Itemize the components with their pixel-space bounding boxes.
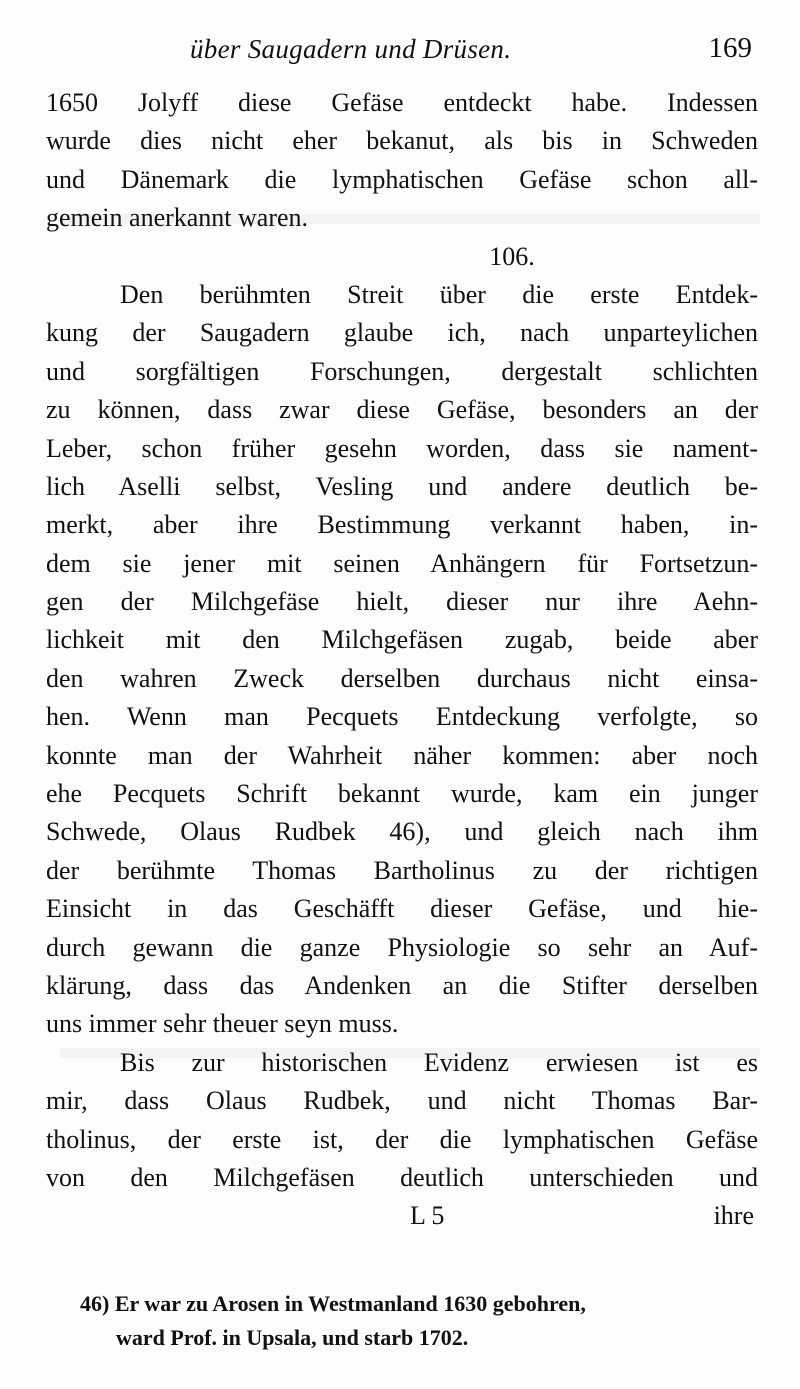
text-line: mir, dass Olaus Rudbek, und nicht Thomas Bar- [46,1086,758,1116]
printer-signature: L 5 [410,1201,445,1231]
text-line: durch gewann die ganze Physiologie so sehr an Auf- [46,932,758,962]
text-line: der berühmte Thomas Bartholinus zu der richtigen [46,855,758,885]
text-line: konnte man der Wahrheit näher kommen: aber noch [46,740,758,770]
footnote-line: ward Prof. in Upsala, und starb 1702. [116,1325,469,1350]
page-header [190,28,770,72]
text-line: wurde dies nicht eher bekanut, als bis in Schweden [46,126,758,156]
signature-line [46,1197,758,1235]
text-line: merkt, aber ihre Bestimmung verkannt haben, in- [46,510,758,540]
text-line: 1650 Jolyff diese Gefäse entdeckt habe. Indessen [46,88,758,117]
text-line: Schwede, Olaus Rudbek 46), und gleich nach ihm [46,817,758,847]
section-number: 106. [489,241,535,271]
text-line: Einsicht in das Geschäfft dieser Gefäse, und hie- [46,894,758,924]
text-line: hen. Wenn man Pecquets Entdeckung verfolgte, so [46,702,758,732]
text-line: klärung, dass das Andenken an die Stifter derselben [46,970,758,1000]
section-number-line [46,238,758,276]
text-line: zu können, dass zwar diese Gefäse, besonders an der [46,395,758,425]
text-line: Bis zur historischen Evidenz erwiesen ist es [120,1047,758,1077]
catchword: ihre [713,1201,754,1231]
page-number: 169 [708,32,752,64]
text-line: und sorgfältigen Forschungen, dergestalt schlichten [46,356,758,386]
text-line: tholinus, der erste ist, der die lymphatischen Gefäse [46,1124,758,1154]
footnote-line: 46) Er war zu Arosen in Westmanland 1630 gebohren, [80,1291,586,1316]
text-line: dem sie jener mit seinen Anhängern für Fortsetzun- [46,548,758,578]
text-line: gen der Milchgefäse hielt, dieser nur ihre Aehn- [46,587,758,617]
text-line: und Dänemark die lymphatischen Gefäse schon all- [46,164,758,194]
text-line: den wahren Zweck derselben durchaus nicht einsa- [46,663,758,693]
running-head: über Saugadern und Drüsen. [190,34,512,64]
text-line: lich Aselli selbst, Vesling und andere deutlich be- [46,471,758,501]
text-line: ehe Pecquets Schrift bekannt wurde, kam ein junger [46,779,758,809]
text-line: Den berühmten Streit über die erste Entdek- [120,279,758,309]
text-line: uns immer sehr theuer seyn muss. [46,1009,399,1039]
body-text [46,84,758,1236]
text-line: gemein anerkannt waren. [46,203,309,233]
text-line: Leber, schon früher gesehn worden, dass sie nament- [46,433,758,463]
text-line: von den Milchgefäsen deutlich unterschieden und [46,1162,758,1192]
text-line: kung der Saugadern glaube ich, nach unparteylichen [46,318,758,348]
text-line: lichkeit mit den Milchgefäsen zugab, beide aber [46,625,758,655]
footnotes [80,1287,760,1355]
